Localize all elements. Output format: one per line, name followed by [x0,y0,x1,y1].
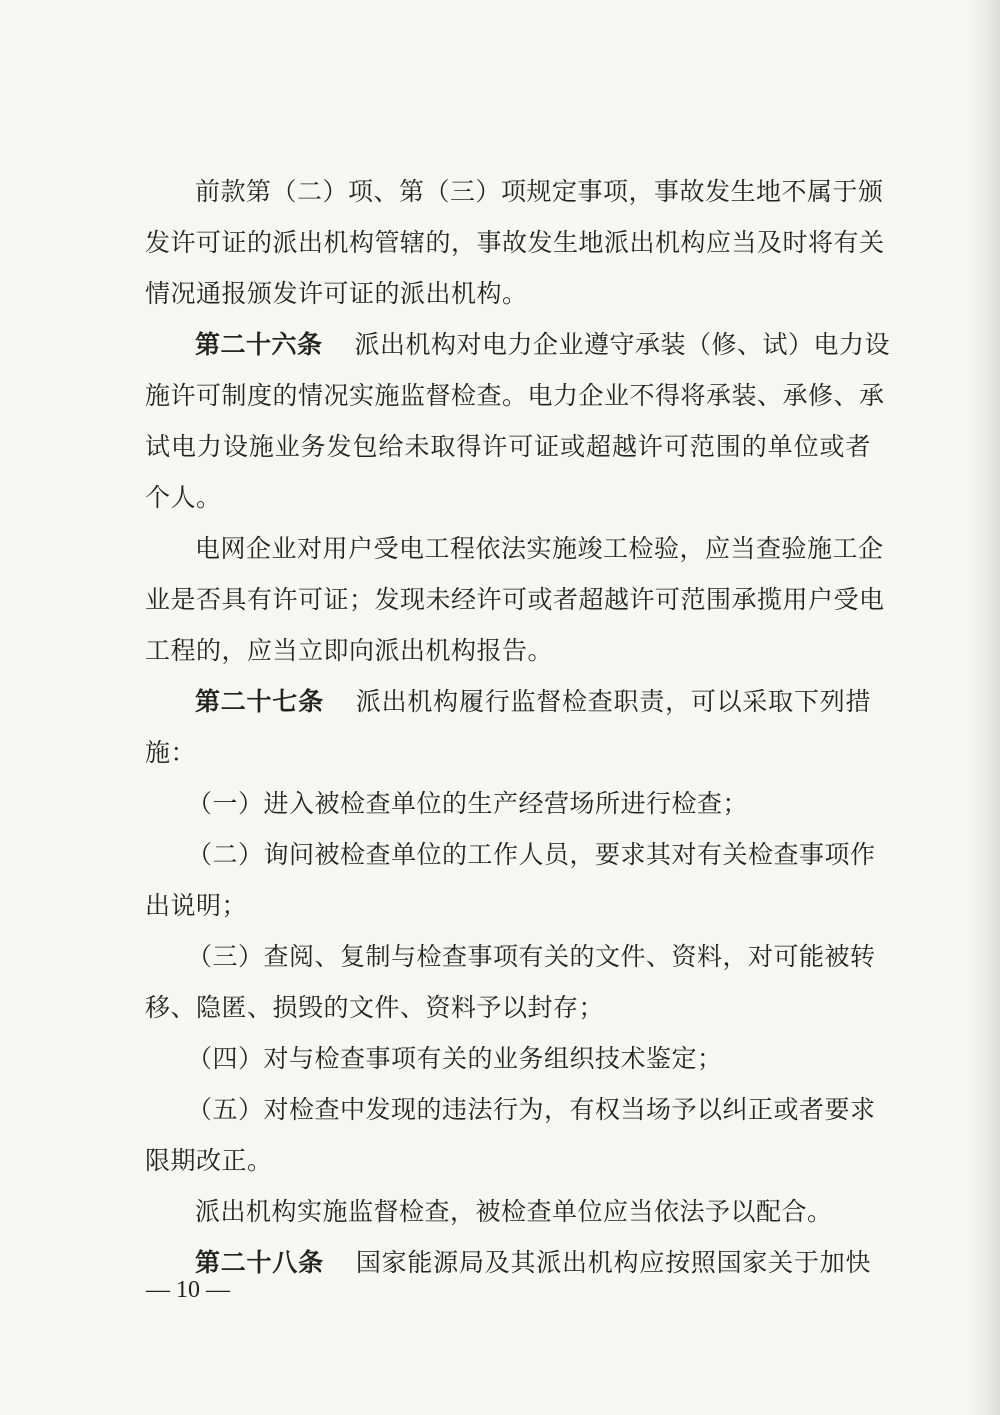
article-26-heading: 第二十六条 [195,330,323,359]
item-5-line-1: （五）对检查中发现的违法行为，有权当场予以纠正或者要求 [187,1095,876,1124]
article-28-line-1 [145,1237,871,1288]
paragraph-3-line-1: 电网企业对用户受电工程依法实施竣工检验，应当查验施工企 [195,534,884,563]
paragraph-1-line-2: 发许可证的派出机构管辖的，事故发生地派出机构应当及时将有关 [145,228,885,257]
article-28-text-1: 国家能源局及其派出机构应按照国家关于加快 [355,1248,871,1277]
item-4-line-1: （四）对与检查事项有关的业务组织技术鉴定； [187,1044,723,1073]
paragraph-1-line-3: 情况通报颁发许可证的派出机构。 [145,279,528,308]
article-28-heading: 第二十八条 [195,1248,324,1277]
article-26-line-2: 施许可制度的情况实施监督检查。电力企业不得将承装、承修、承 [145,381,885,410]
paragraph-3-line-2: 业是否具有许可证；发现未经许可或者超越许可范围承揽用户受电 [145,585,885,614]
item-1-line-1: （一）进入被检查单位的生产经营场所进行检查； [187,789,749,818]
item-5-line-2: 限期改正。 [145,1146,273,1175]
article-27-text-1: 派出机构履行监督检查职责，可以采取下列措 [355,687,871,716]
paragraph-1-line-1: 前款第（二）项、第（三）项规定事项，事故发生地不属于颁 [195,177,884,206]
page-number: — 10 — [146,1277,230,1303]
item-3-line-1: （三）查阅、复制与检查事项有关的文件、资料，对可能被转 [187,942,876,971]
article-26-text-1: 派出机构对电力企业遵守承装（修、试）电力设 [354,330,891,359]
article-26-line-1 [145,319,891,370]
paragraph-cooperation-line-1: 派出机构实施监督检查，被检查单位应当依法予以配合。 [195,1197,833,1226]
paragraph-3-line-3: 工程的，应当立即向派出机构报告。 [145,636,554,665]
item-2-line-1: （二）询问被检查单位的工作人员，要求其对有关检查事项作 [187,840,876,869]
item-3-line-2: 移、隐匿、损毁的文件、资料予以封存； [145,993,605,1022]
article-27-line-2: 施： [145,738,197,767]
article-27-line-1 [145,676,871,727]
article-26-line-3: 试电力设施业务发包给未取得许可证或超越许可范围的单位或者 [145,432,871,461]
article-27-heading: 第二十七条 [195,687,324,716]
page-edge-shadow [966,0,1000,1415]
item-2-line-2: 出说明； [145,891,248,920]
article-26-line-4: 个人。 [145,483,222,512]
body-text [145,166,891,1288]
